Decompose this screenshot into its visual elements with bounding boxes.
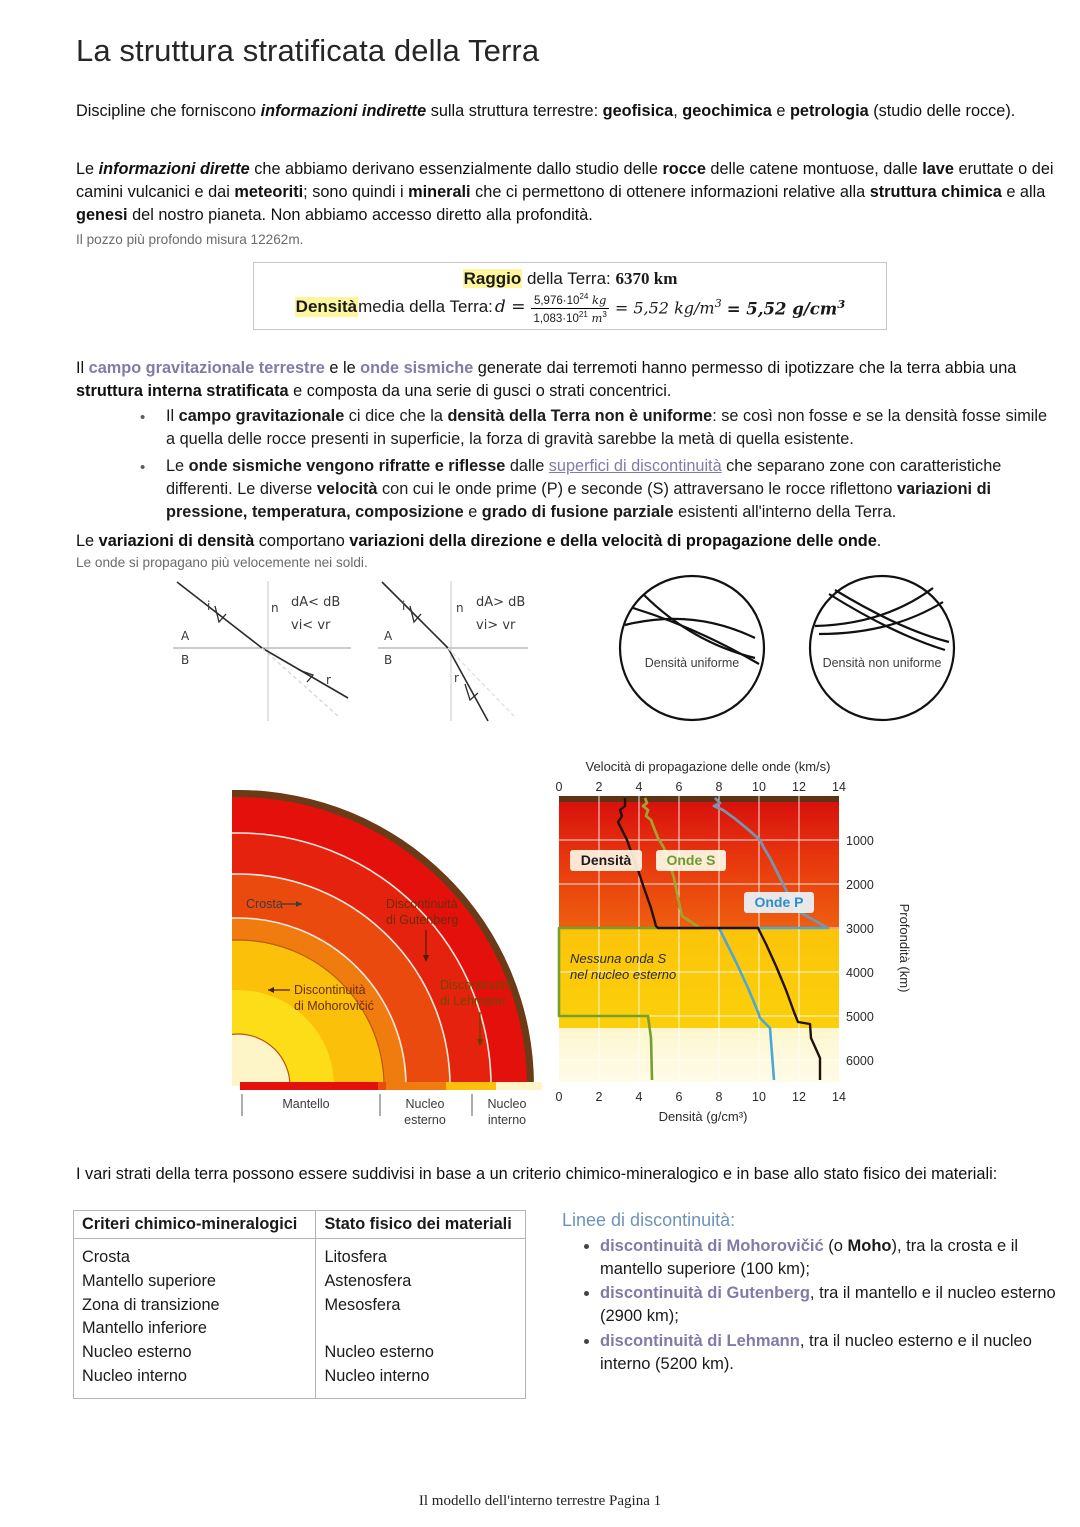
p1-text-c: sulla struttura terrestre: xyxy=(426,102,603,120)
formula-radius-rest: della Terra: xyxy=(522,269,616,288)
b2-g: con cui le onde prime (P) e seconde (S) attraversano le rocce riflettono xyxy=(377,480,897,499)
bottom-tick-0: 0 xyxy=(555,1090,563,1104)
callout-gutenberg-l2: di Gutenberg xyxy=(386,913,459,927)
p2-emph-dirette: informazioni dirette xyxy=(98,160,250,178)
table-row xyxy=(74,1239,526,1399)
normal-label-2: n xyxy=(456,601,464,615)
bottom-tick-4: 4 xyxy=(635,1090,643,1104)
incident-label-2: i xyxy=(402,599,406,613)
formula-eq2 xyxy=(727,297,846,319)
bullet-2-text xyxy=(118,455,1068,524)
p2-text-e: delle catene montuose, dalle xyxy=(705,160,923,178)
fisico-item-1: Astenosfera xyxy=(324,1271,412,1290)
table-header-chimico: Criteri chimico-mineralogici xyxy=(74,1211,316,1239)
b1-e: : se così non fosse e se la densità fosse simile a quella delle rocce presenti in superficie, la forza di gravità sarebbe la metà di quella esistente. xyxy=(166,407,1048,449)
formula-eq1 xyxy=(615,297,722,317)
chimico-item-3: Mantello inferiore xyxy=(82,1319,207,1338)
p1-text-e: , xyxy=(673,102,683,120)
b2-e: che separano zone con caratteristiche differenti. Le diverse xyxy=(166,457,1002,499)
formula-radius-highlight: Raggio xyxy=(463,269,522,288)
label-nucleo-interno-l1: Nucleo xyxy=(487,1097,527,1111)
fisico-item-0: Litosfera xyxy=(324,1248,387,1266)
b2-rifratte: onde sismiche vengono rifratte e riflesse xyxy=(188,457,506,475)
formula-denominator xyxy=(530,309,609,325)
bottom-tick-14: 14 xyxy=(832,1090,846,1104)
p4-e: . xyxy=(876,532,882,550)
list-item xyxy=(600,1330,1062,1376)
chimico-item-5: Nucleo interno xyxy=(82,1366,187,1385)
p4-a: Le xyxy=(76,532,99,550)
p1-text-a: Discipline che forniscono xyxy=(76,102,261,120)
legend-onde-s: Onde S xyxy=(666,852,716,868)
callout-moho-l2: di Mohorovičić xyxy=(294,999,374,1013)
earth-layers xyxy=(232,790,534,1146)
incident-label-1: i xyxy=(207,599,211,613)
p2-text-c: che abbiamo derivano essenzialmente dallo studio delle xyxy=(249,160,663,178)
p2-text-m: e alla xyxy=(1001,183,1046,202)
bottom-tick-2: 2 xyxy=(595,1090,603,1104)
p1-geochimica: geochimica xyxy=(682,102,772,120)
p3-onde-sismiche: onde sismiche xyxy=(360,359,474,377)
discontinuities-heading: Linee di discontinuità: xyxy=(562,1210,736,1230)
paragraph-variazioni xyxy=(76,530,1066,553)
disc-name-gutenberg: discontinuità di Gutenberg xyxy=(600,1284,810,1303)
eq1-text: = 5,52 kg/m xyxy=(614,298,715,318)
table-header-row xyxy=(74,1211,526,1239)
depth-tick-1000: 1000 xyxy=(846,834,874,848)
disc-extra-a-0: (o xyxy=(823,1237,848,1256)
chimico-list xyxy=(82,1246,307,1389)
p1-emph-indirette: informazioni indirette xyxy=(260,102,427,120)
p2-genesi: genesi xyxy=(76,206,128,225)
label-mantello: Mantello xyxy=(282,1097,330,1111)
top-tick-12: 12 xyxy=(792,780,806,794)
den-unit: m xyxy=(587,310,603,325)
discontinuities-section xyxy=(562,1208,1062,1377)
bullet-dot-icon: • xyxy=(140,409,146,426)
b1-campo: campo gravitazionale xyxy=(178,407,345,425)
callout-lehmann-l1: Discontinuità xyxy=(440,978,512,992)
refraction-diagram-1 xyxy=(163,576,388,726)
bullet-campo-gravitazionale xyxy=(118,405,1058,451)
bottom-tick-12: 12 xyxy=(792,1090,806,1104)
p2-text-g: eruttate o dei camini vulcanici e dai xyxy=(76,160,1054,202)
depth-tick-3000: 3000 xyxy=(846,922,874,936)
b2-k: esistenti all'interno della Terra. xyxy=(673,503,897,522)
formula-density-highlight: Densità xyxy=(295,297,358,317)
fisico-item-5: Nucleo interno xyxy=(324,1366,430,1385)
b2-c: dalle xyxy=(505,457,549,475)
chart-bottom-ticks xyxy=(556,1090,846,1104)
layers-table xyxy=(73,1210,526,1399)
table-cell-chimico xyxy=(74,1239,316,1399)
b1-densita: densità della Terra non è uniforme xyxy=(447,407,713,425)
density-cond-1: dA< dB xyxy=(291,595,341,610)
label-nucleo-interno-l2: interno xyxy=(487,1113,527,1127)
p2-minerali: minerali xyxy=(408,183,471,202)
formula-box xyxy=(253,262,887,330)
bullet-1-text xyxy=(118,405,1058,451)
p2-struttura-chimica: struttura chimica xyxy=(869,183,1002,202)
p3-struttura-interna: struttura interna stratificata xyxy=(76,382,289,401)
formula-radius-value: 6370 km xyxy=(615,269,678,288)
chart-top-axis-title: Velocità di propagazione delle onde (km/s) xyxy=(585,759,831,774)
chart-plot-background xyxy=(559,796,839,1082)
p2-text-o: del nostro pianeta. Non abbiamo accesso diretto alla profondità. xyxy=(127,206,593,225)
depth-tick-6000: 6000 xyxy=(846,1054,874,1068)
fisico-item-4: Nucleo esterno xyxy=(324,1343,434,1362)
velocity-cond-2: vi> vr xyxy=(476,618,516,633)
paragraph-subdivisione: I vari strati della terra possono essere suddivisi in base a un criterio chimico-mineralogico e in base allo stato fisico dei materiali: xyxy=(76,1165,998,1183)
disc-moho-short: Moho xyxy=(847,1237,892,1256)
p4-c: comportano xyxy=(254,532,350,550)
bottom-tick-8: 8 xyxy=(715,1090,723,1104)
bullet-onde-sismiche xyxy=(118,455,1068,524)
velocity-cond-1: vi< vr xyxy=(291,618,331,633)
formula-density-rest: media della Terra: xyxy=(358,297,493,317)
formula-density-row xyxy=(254,291,886,324)
p2-text-i: ; sono quindi i xyxy=(303,183,409,202)
bullet-dot-icon: • xyxy=(140,459,146,476)
depth-tick-4000: 4000 xyxy=(846,966,874,980)
depth-tick-5000: 5000 xyxy=(846,1010,874,1024)
num-unit: kg xyxy=(588,292,607,307)
p4-variazioni-direzione: variazioni della direzione e della velocità di propagazione delle onde xyxy=(349,532,877,550)
callout-lehmann-l2: di Lehmann xyxy=(440,994,506,1008)
p2-meteoriti: meteoriti xyxy=(234,183,304,202)
paragraph-campo-gravitazionale xyxy=(76,357,1066,403)
wave-velocity-depth-chart xyxy=(548,758,928,1153)
b1-a: Il xyxy=(166,407,179,425)
top-tick-6: 6 xyxy=(675,780,683,794)
disc-extra-b-2: , tra il nucleo esterno e il nucleo interno (5200 km). xyxy=(600,1331,1032,1373)
p3-campo-gravitazionale: campo gravitazionale terrestre xyxy=(88,359,325,377)
earth-cross-section-figure xyxy=(232,786,552,1146)
b2-i: e xyxy=(463,503,482,522)
chart-depth-ticks xyxy=(846,834,874,1068)
chimico-item-0: Crosta xyxy=(82,1248,130,1266)
fisico-item-2: Mesosfera xyxy=(324,1295,401,1314)
density-uniform-circle xyxy=(615,572,770,724)
page-footer: Il modello dell'interno terrestre Pagina 1 xyxy=(418,1493,662,1509)
eq2-text: = 5,52 g/cm xyxy=(726,299,838,319)
label-nucleo-esterno-l2: esterno xyxy=(404,1113,446,1127)
num-exp: 24 xyxy=(579,292,589,301)
layer-a-label-1: A xyxy=(181,629,190,643)
b2-fusione: grado di fusione parziale xyxy=(481,503,674,522)
top-tick-2: 2 xyxy=(595,780,603,794)
p1-geofisica: geofisica xyxy=(602,102,674,120)
b2-superfici-link[interactable]: superfici di discontinuità xyxy=(548,457,722,475)
disc-extra-b-0: ), tra la crosta e il mantello superiore (100 km); xyxy=(600,1237,1019,1279)
b2-variazioni: variazioni di pressione, temperatura, composizione xyxy=(166,480,992,522)
b2-velocita: velocità xyxy=(316,480,378,499)
normal-label-1: n xyxy=(271,601,279,615)
chart-annotation-line1: Nessuna onda S xyxy=(570,951,667,966)
density-uniform-label: Densità uniforme xyxy=(644,656,740,670)
refraction-diagram-2 xyxy=(368,576,593,726)
chimico-item-1: Mantello superiore xyxy=(82,1271,216,1290)
formula-d-symbol: d = xyxy=(494,297,526,318)
num-base: 5,976·10 xyxy=(533,294,580,307)
density-non-uniform-label: Densità non uniforme xyxy=(822,656,942,670)
table-cell-fisico xyxy=(316,1239,526,1399)
p1-text-i: (studio delle rocce). xyxy=(868,102,1016,120)
top-tick-8: 8 xyxy=(715,780,723,794)
refracted-label-1: r xyxy=(326,673,331,687)
depth-tick-2000: 2000 xyxy=(846,878,874,892)
callout-crosta: Crosta xyxy=(246,897,283,911)
layer-a-label-2: A xyxy=(384,629,393,643)
chart-top-ticks xyxy=(556,780,846,794)
p2-text-a: Le xyxy=(76,160,99,178)
p2-rocce: rocce xyxy=(662,160,706,178)
bottom-tick-6: 6 xyxy=(675,1090,683,1104)
eq1-exp: 3 xyxy=(714,297,722,311)
chimico-item-4: Nucleo esterno xyxy=(82,1343,192,1362)
p3-text-e: generate dai terremoti hanno permesso di ipotizzare che la terra abbia una xyxy=(473,359,1017,377)
den-exp: 21 xyxy=(578,309,588,319)
den-unit-exp: 3 xyxy=(602,309,607,319)
paragraph-discipline xyxy=(76,100,1066,123)
legend-onde-p: Onde P xyxy=(754,894,804,910)
fisico-item-3 xyxy=(324,1317,517,1341)
bottom-color-strip xyxy=(240,1082,542,1090)
formula-fraction xyxy=(530,292,609,325)
b1-c: ci dice che la xyxy=(344,407,448,425)
p1-text-g: e xyxy=(771,102,790,120)
refracted-label-2: r xyxy=(454,671,459,685)
chart-ylabel: Profondità (km) xyxy=(897,903,912,993)
callout-gutenberg-l1: Discontinuità xyxy=(386,897,458,911)
page-title: La struttura stratificata della Terra xyxy=(76,33,540,68)
chart-xlabel-bottom: Densità (g/cm³) xyxy=(658,1109,748,1124)
density-cond-2: dA> dB xyxy=(476,595,526,610)
b2-a: Le xyxy=(166,457,189,475)
list-item xyxy=(600,1235,1062,1281)
fisico-list xyxy=(324,1246,517,1389)
layer-b-label-2: B xyxy=(384,653,393,667)
legend-densita: Densità xyxy=(580,852,632,868)
list-item xyxy=(600,1282,1062,1328)
disc-name-moho: discontinuità di Mohorovičić xyxy=(600,1237,824,1256)
label-nucleo-esterno-l1: Nucleo xyxy=(405,1097,445,1111)
top-tick-14: 14 xyxy=(832,780,846,794)
disc-name-lehmann: discontinuità di Lehmann xyxy=(600,1331,800,1350)
p3-text-c: e le xyxy=(324,359,361,377)
p3-text-g: e composta da una serie di gusci o strati concentrici. xyxy=(288,382,672,401)
p3-text-a: Il xyxy=(76,359,89,377)
chimico-item-2: Zona di transizione xyxy=(82,1295,220,1314)
formula-numerator xyxy=(531,292,609,309)
top-tick-4: 4 xyxy=(635,780,643,794)
p2-text-k: che ci permettono di ottenere informazioni relative alla xyxy=(470,183,870,202)
bottom-tick-10: 10 xyxy=(752,1090,766,1104)
top-tick-0: 0 xyxy=(555,780,563,794)
callout-moho-l1: Discontinuità xyxy=(294,983,366,997)
note-pozzo: Il pozzo più profondo misura 12262m. xyxy=(76,232,304,247)
chart-annotation-line2: nel nucleo esterno xyxy=(570,967,677,982)
table-header-fisico: Stato fisico dei materiali xyxy=(316,1211,526,1239)
paragraph-dirette xyxy=(76,158,1066,227)
p1-petrologia: petrologia xyxy=(789,102,869,120)
p4-variazioni-densita: variazioni di densità xyxy=(98,532,255,550)
formula-radius-row xyxy=(254,269,886,289)
den-base: 1,083·10 xyxy=(533,312,579,325)
eq2-exp: 3 xyxy=(837,296,846,311)
density-non-uniform-circle xyxy=(805,572,960,724)
top-tick-10: 10 xyxy=(752,780,766,794)
discontinuities-list xyxy=(562,1235,1062,1376)
layer-b-label-1: B xyxy=(181,653,190,667)
disc-extra-b-1: , tra il mantello e il nucleo esterno (2900 km); xyxy=(600,1284,1056,1326)
p2-lave: lave xyxy=(922,160,954,178)
note-onde: Le onde si propagano più velocemente nei soldi. xyxy=(76,555,368,570)
